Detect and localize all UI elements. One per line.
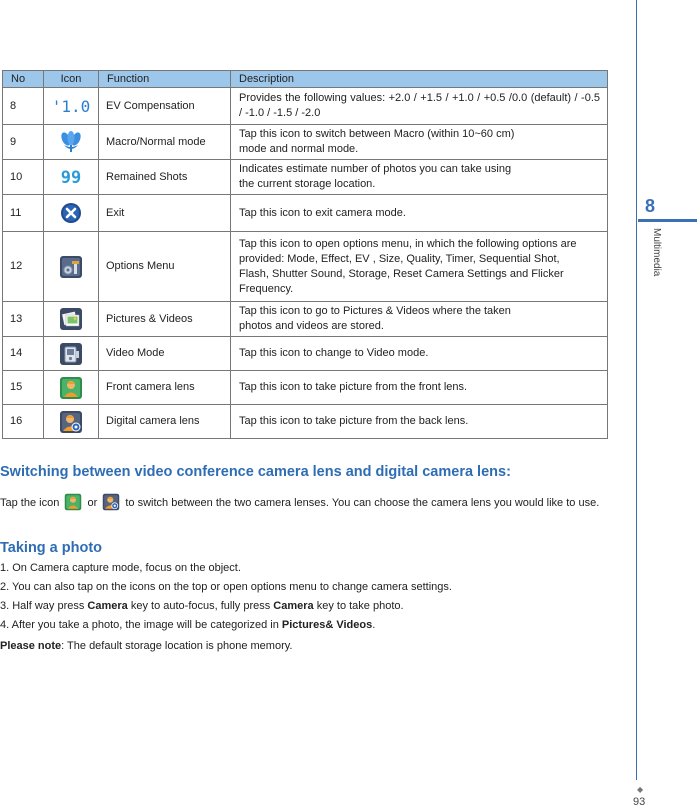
diamond-icon: ◆ (637, 785, 644, 794)
row-no: 10 (3, 160, 44, 195)
row-description: Tap this icon to exit camera mode. (231, 195, 608, 232)
header-function: Function (99, 71, 231, 88)
camera-key-label: Camera (273, 600, 314, 612)
row-function: Video Mode (99, 337, 231, 371)
camera-icons-table (2, 70, 608, 439)
switching-text-or: or (87, 497, 98, 509)
page-number: 93 (633, 796, 646, 808)
svg-text:'1.0: '1.0 (51, 97, 91, 116)
switching-heading: Switching between video conference camera lens and digital camera lens: (0, 464, 511, 480)
row-no: 13 (3, 302, 44, 337)
row-no: 11 (3, 195, 44, 232)
row-no: 8 (3, 88, 44, 125)
step-1: 1. On Camera capture mode, focus on the object. (0, 562, 241, 574)
table-row (3, 195, 608, 232)
table-row (3, 302, 608, 337)
row-description-text: Tap this icon to open options menu, in which the following options are provided: Mode, Effect, EV , Size, Quality, Timer, Sequential Shot, Flash, Shutter Sound, Storage, Reset Camera Settings and Flicker Frequency. (239, 237, 577, 295)
row-function: EV Compensation (99, 88, 231, 125)
taking-photo-steps (0, 559, 452, 635)
taking-photo-heading: Taking a photo (0, 540, 103, 556)
row-no: 12 (3, 232, 44, 302)
ev-compensation-icon (51, 96, 91, 116)
table-row (3, 232, 608, 302)
row-description-text: Tap this icon to go to Pictures & Videos where the taken photos and videos are stored. (239, 305, 511, 332)
step-3: 3. Half way press Camera key to auto-focus, fully press Camera key to take photo. (0, 600, 404, 612)
exit-icon (60, 202, 82, 224)
switching-paragraph (0, 493, 608, 513)
step-2: 2. You can also tap on the icons on the top or open options menu to change camera settings. (0, 581, 452, 593)
chapter-number: 8 (645, 196, 656, 216)
digital-camera-lens-icon (59, 410, 83, 434)
remained-shots-value: 99 (60, 168, 82, 188)
header-description: Description (231, 71, 608, 88)
note-label: Please note (0, 640, 62, 652)
video-mode-icon (59, 342, 83, 366)
remained-shots-icon (57, 167, 85, 187)
table-row (3, 371, 608, 405)
table-row (3, 405, 608, 439)
digital-camera-lens-icon[interactable] (102, 493, 120, 511)
switching-text-before: Tap the icon (0, 497, 60, 509)
table-row (3, 125, 608, 160)
note-text: : The default storage location is phone memory. (61, 640, 293, 652)
row-function: Macro/Normal mode (99, 125, 231, 160)
row-description: Tap this icon to change to Video mode. (231, 337, 608, 371)
row-no: 14 (3, 337, 44, 371)
row-description: Tap this icon to take picture from the back lens. (231, 405, 608, 439)
row-no: 9 (3, 125, 44, 160)
row-no: 16 (3, 405, 44, 439)
table-header-row (3, 71, 608, 88)
front-camera-lens-icon[interactable] (64, 493, 82, 511)
chapter-marker-bar (638, 219, 697, 222)
header-no: No (3, 71, 44, 88)
header-icon: Icon (44, 71, 99, 88)
row-function: Digital camera lens (99, 405, 231, 439)
row-description (231, 302, 608, 337)
camera-key-label: Camera (87, 600, 128, 612)
row-function: Front camera lens (99, 371, 231, 405)
table-row (3, 337, 608, 371)
pictures-videos-icon (59, 307, 83, 331)
macro-normal-mode-icon (59, 131, 83, 153)
row-description: Provides the following values: +2.0 / +1.5 / +1.0 / +0.5 /0.0 (default) / -0.5 / -1.0 / -1.5 / -2.0 (231, 88, 608, 125)
table-row (3, 88, 608, 125)
front-camera-lens-icon (59, 376, 83, 400)
note-paragraph (0, 636, 292, 656)
options-menu-icon (59, 255, 83, 279)
chapter-rail (636, 0, 637, 780)
row-function: Options Menu (99, 232, 231, 302)
step-4: 4. After you take a photo, the image will be categorized in Pictures& Videos. (0, 619, 376, 631)
row-description-text: Tap this icon to switch between Macro (within 10~60 cm) mode and normal mode. (239, 128, 515, 155)
row-no: 15 (3, 371, 44, 405)
row-function: Remained Shots (99, 160, 231, 195)
row-description (231, 125, 608, 160)
row-description: Tap this icon to take picture from the front lens. (231, 371, 608, 405)
row-description (231, 160, 608, 195)
table-row (3, 160, 608, 195)
pictures-videos-label: Pictures& Videos (281, 619, 373, 631)
switching-text-after: to switch between the two camera lenses. You can choose the camera lens you would like to use. (125, 497, 600, 509)
row-description-text: Indicates estimate number of photos you can take using the current storage location. (239, 163, 512, 190)
row-function: Pictures & Videos (99, 302, 231, 337)
chapter-title: Multimedia (651, 228, 662, 277)
row-function: Exit (99, 195, 231, 232)
row-description (231, 232, 608, 302)
